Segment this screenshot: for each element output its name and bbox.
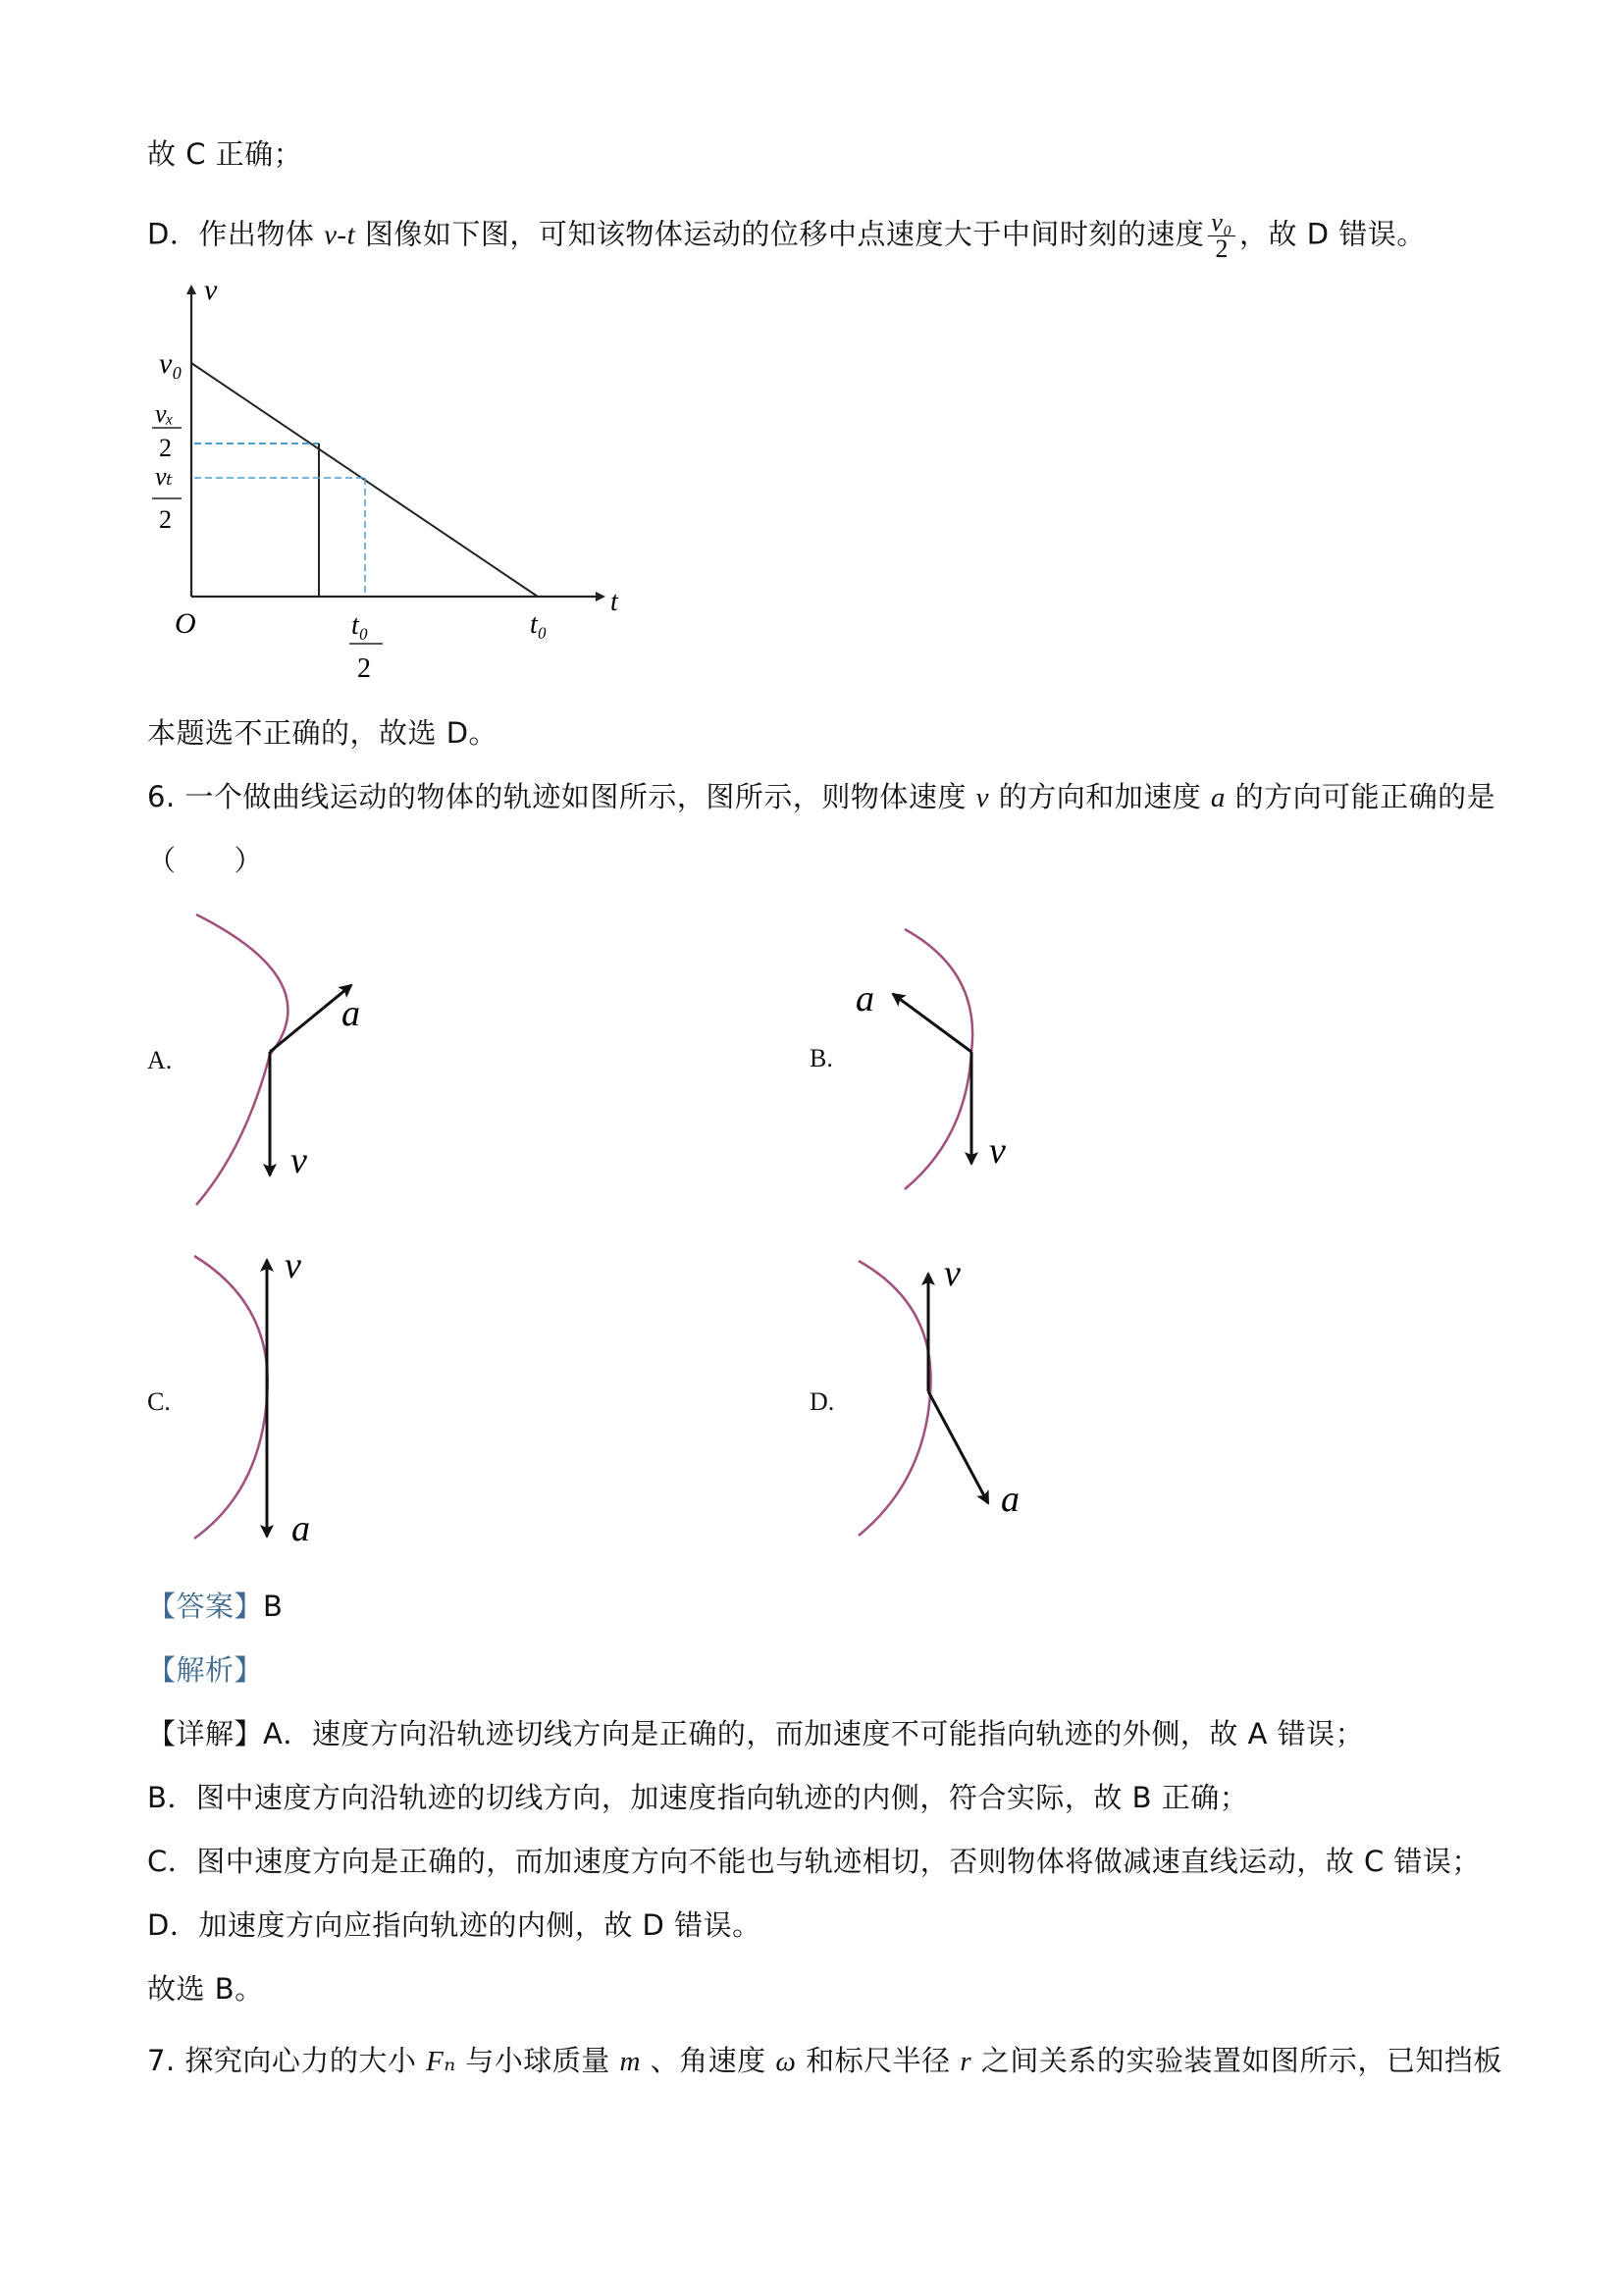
detail-a-line (147, 1714, 1364, 1753)
question-6-blank: （ ） (147, 844, 264, 877)
text-conclusion: 本题选不正确的，故选 D。 (147, 716, 498, 750)
option-a-figure[interactable] (196, 914, 360, 1205)
omega-symbol: ω (775, 2046, 797, 2077)
analysis-tag-text: 【解析】 (147, 1653, 264, 1687)
detail-tag: 【详解】 (147, 1717, 264, 1750)
fn-symbol: Fₙ (426, 2046, 456, 2077)
vt-symbol: v-t (324, 219, 356, 251)
t0-label: t₀ (530, 609, 548, 640)
a-label: a (1001, 1479, 1020, 1520)
frac-num: v₀ (1208, 210, 1235, 236)
v0-label: v₀ (159, 347, 183, 380)
q6-prefix: 6. 一个做曲线运动的物体的轨迹如图所示，图所示，则物体速度 (147, 780, 976, 813)
r-symbol: r (960, 2046, 972, 2077)
vx-den: 2 (159, 434, 172, 462)
q7-suffix: 之间关系的实验装置如图所示，已知挡板 (971, 2044, 1502, 2077)
option-a-label[interactable]: A. (147, 1046, 173, 1074)
axis-x-label: t (610, 587, 618, 617)
axis-y-label: v (204, 274, 218, 306)
trajectory-arc (905, 929, 972, 1189)
v-label: v (285, 1245, 301, 1286)
option-c-label[interactable]: C. (147, 1387, 171, 1416)
detail-a: A．速度方向沿轨迹切线方向是正确的，而加速度不可能指向轨迹的外侧，故 A 错误； (263, 1717, 1365, 1750)
question-7-stem (147, 2041, 1502, 2081)
v-label: v (290, 1140, 307, 1181)
acceleration-arrow (270, 985, 351, 1052)
detail-b-line: B．图中速度方向沿轨迹的切线方向，加速度指向轨迹的内侧，符合实际，故 B 正确； (147, 1781, 1249, 1814)
q7-mid2: 、角速度 (640, 2044, 776, 2077)
m-symbol: m (619, 2046, 641, 2077)
vx-num: vₓ (155, 399, 174, 428)
option-b-label[interactable]: B. (810, 1044, 833, 1072)
v-symbol: v (975, 782, 989, 813)
a-label: a (856, 978, 874, 1019)
vt-den: 2 (159, 505, 172, 534)
a-symbol: a (1210, 782, 1226, 813)
acceleration-arrow (928, 1391, 988, 1503)
option-b-figure[interactable] (856, 929, 1006, 1189)
frac-den: 2 (1215, 235, 1229, 263)
trajectory-arc (194, 1256, 268, 1539)
q7-prefix: 7. 探究向心力的大小 (147, 2044, 427, 2077)
t0-half-den: 2 (357, 653, 371, 684)
detail-c-line: C．图中速度方向是正确的，而加速度方向不能也与轨迹相切，否则物体将做减速直线运动，故 C 错误； (147, 1845, 1481, 1878)
answer-value: B (263, 1590, 284, 1623)
q7-mid1: 与小球质量 (455, 2044, 620, 2077)
trajectory-arc (196, 914, 288, 1205)
vt-num: vₜ (155, 462, 173, 491)
a-label: a (291, 1508, 310, 1549)
acceleration-arrow (893, 994, 971, 1052)
d-middle: 图像如下图，可知该物体运动的位移中点速度大于中间时刻的速度 (355, 217, 1205, 251)
option-d-label[interactable]: D. (810, 1387, 835, 1416)
answer-tag: 【答案】 (147, 1590, 264, 1623)
q6-mid: 的方向和加速度 (988, 780, 1211, 813)
v-label: v (989, 1130, 1006, 1172)
a-label: a (341, 993, 360, 1034)
answer-line (147, 1587, 283, 1626)
q6-suffix: 的方向可能正确的是 (1225, 780, 1496, 813)
origin-label: O (175, 607, 196, 640)
d-prefix: D．作出物体 (147, 217, 325, 251)
q7-mid3: 和标尺半径 (796, 2044, 961, 2077)
option-c-figure[interactable] (194, 1245, 310, 1549)
d-suffix: ，故 D 错误。 (1238, 217, 1426, 251)
t0-half-num: t₀ (351, 610, 369, 641)
analysis-tag (147, 1650, 263, 1690)
trajectory-arc (859, 1261, 931, 1536)
detail-d-line: D．加速度方向应指向轨迹的内侧，故 D 错误。 (147, 1908, 761, 1942)
text-c-correct: 故 C 正确； (147, 137, 303, 171)
option-d-figure[interactable] (859, 1253, 1020, 1536)
final-answer-line: 故选 B。 (147, 1972, 264, 2006)
v-label: v (944, 1253, 961, 1294)
